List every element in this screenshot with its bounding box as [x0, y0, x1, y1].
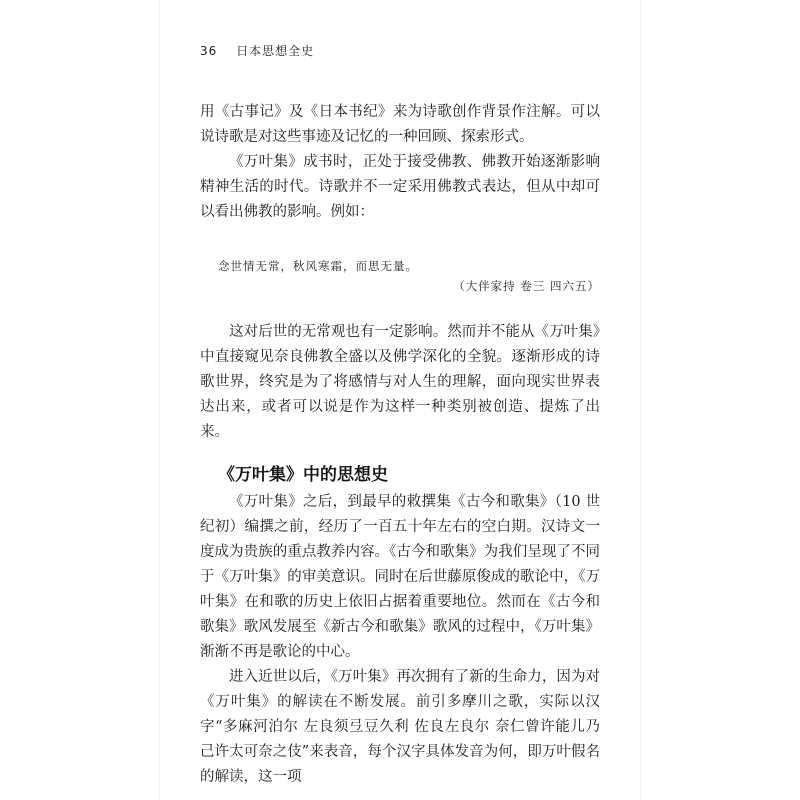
book-title: 日本思想全史 — [236, 44, 315, 58]
text-block-bottom — [200, 490, 600, 790]
paragraph: 进入近世以后，《万叶集》再次拥有了新的生命力，因为对《万叶集》的解读在不断发展。前引多摩川之歌，实际以汉字“多麻河泊尔 左良须弖豆久利 佐良左良尔 奈仁曾许能儿乃 己许太可奈之伎”来表音，每个汉字具体发音为何，即万叶假名的解读，这一项 — [200, 669, 600, 785]
poem-source: （大伴家持 卷三 四六五） — [453, 279, 600, 293]
text-block-top — [200, 100, 600, 225]
paragraph: 《万叶集》成书时，正处于接受佛教、佛教开始逐渐影响精神生活的时代。诗歌并不一定采用佛教式表达，但从中却可以看出佛教的影响。例如： — [200, 154, 600, 220]
poem-quote: 念世情无常，秋风寒霜，而思无量。 — [218, 259, 418, 273]
text-block-mid — [200, 320, 600, 445]
section-heading: 《万叶集》中的思想史 — [218, 465, 388, 485]
page-number: 36 — [200, 44, 218, 58]
book-page — [160, 0, 640, 800]
paragraph: 用《古事记》及《日本书纪》来为诗歌创作背景作注解。可以说诗歌是对这些事迹及记忆的一种回顾、探索形式。 — [200, 104, 600, 145]
running-header — [200, 42, 314, 59]
paragraph: 《万叶集》之后，到最早的敕撰集《古今和歌集》（10 世纪初）编撰之前，经历了一百五十年左右的空白期。汉诗文一度成为贵族的重点教养内容。《古今和歌集》为我们呈现了不同于《万叶集》的审美意识。同时在后世藤原俊成的歌论中，《万叶集》在和歌的历史上依旧占据着重要地位。然而在《古今和歌集》歌风发展至《新古今和歌集》歌风的过程中，《万叶集》渐渐不再是歌论的中心。 — [200, 494, 600, 660]
paragraph: 这对后世的无常观也有一定影响。然而并不能从《万叶集》中直接窥见奈良佛教全盛以及佛学深化的全貌。逐渐形成的诗歌世界，终究是为了将感情与对人生的理解，面向现实世界表达出来，或者可以说是作为这样一种类别被创造、提炼了出来。 — [200, 324, 600, 440]
